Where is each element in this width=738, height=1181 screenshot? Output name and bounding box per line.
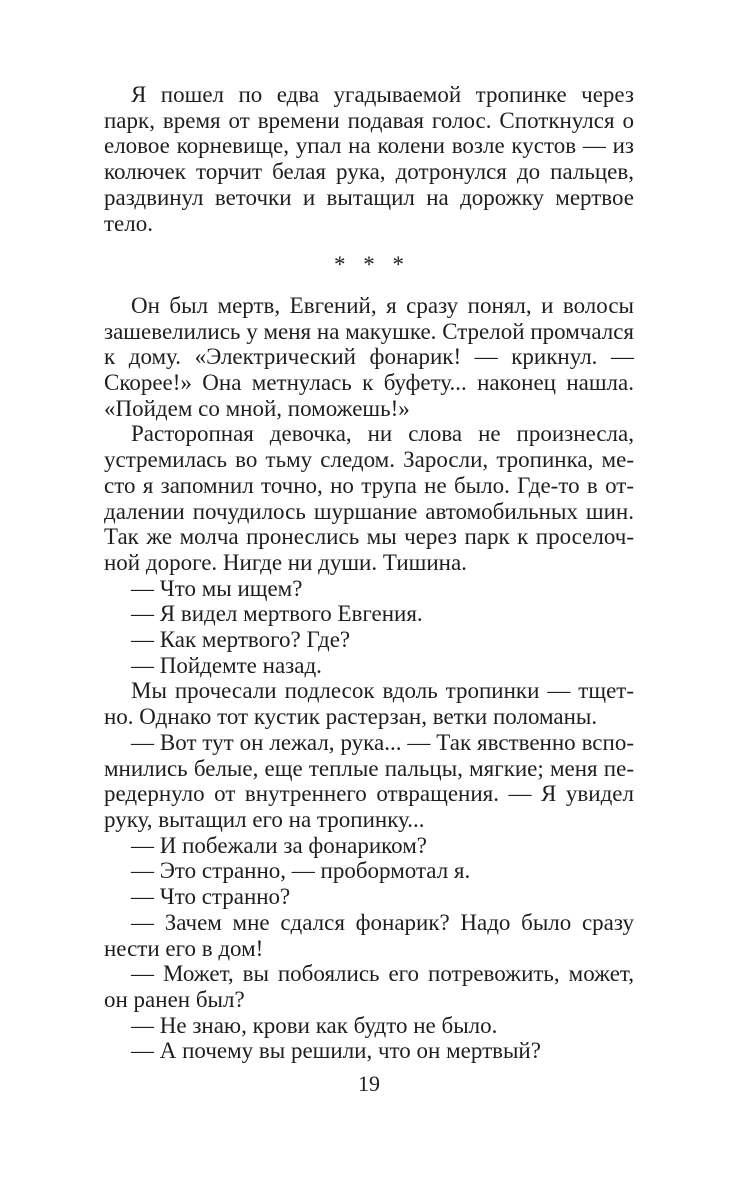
dialogue-line-6: — И побежали за фонариком? [131,832,427,858]
paragraph-narration-1: Я пошел по едва угадываемой тропинке через парк, время от времени подавая голос. Споткнулся о еловое корневище, упал на колени возле кустов — из колючек торчит белая рука, дотронулся до пальцев, раздвинул веточки и вытащил на дорожку мертвое тело. [104,82,634,236]
dialogue-line-11: — Не знаю, крови как будто не было. [131,1012,498,1038]
paragraph-narration-4: Мы прочесали подлесок вдоль тропинки — тщетно. Однако тот кустик растерзан, ветки поломаны. [104,678,634,730]
section-separator: * * * [334,252,410,278]
dialogue-line-3: — Как мертвого? Где? [131,627,351,653]
dialogue-line-4: — Пойдемте назад. [131,652,322,678]
paragraph-narration-2: Он был мертв, Евгений, я сразу понял, и волосы зашевелились у меня на макушке. Стрелой промчался к дому. «Электрический фонарик! — крикнул. — Скорее!» Она метнулась к буфету... наконец нашла. «Пойдем со мной, поможешь!» [104,292,634,421]
dialogue-line-1: — Что мы ищем? [131,575,303,601]
dialogue-line-2: — Я видел мертвого Евгения. [131,601,423,627]
text-block [104,82,634,1064]
dialogue-line-9: — Зачем мне сдался фонарик? Надо было сразу нести его в дом! [104,909,634,961]
dialogue-line-5: — Вот тут он лежал, рука... — Так явственно вспомнились белые, еще теплые пальцы, мягкие; меня передернуло от внутреннего отвращения. — Я увидел руку, вытащил его на тропинку... [104,729,634,832]
dialogue-line-7: — Это странно, — пробормотал я. [131,858,471,884]
page-number: 19 [358,1071,380,1096]
dialogue-line-10: — Может, вы побоялись его потревожить, может, он ранен был? [104,961,634,1012]
paragraph-narration-3: Расторопная девочка, ни слова не произнесла, устремилась во тьму следом. Заросли, тропинка, место я запомнил точно, но трупа не было. Где-то в отдалении почудилось шуршание автомобильных шин. Так же молча пронеслись мы через парк к проселочной дороге. Нигде ни души. Тишина. [104,421,634,575]
dialogue-line-12: — А почему вы решили, что он мертвый? [131,1038,541,1064]
dialogue-line-8: — Что странно? [131,884,291,910]
